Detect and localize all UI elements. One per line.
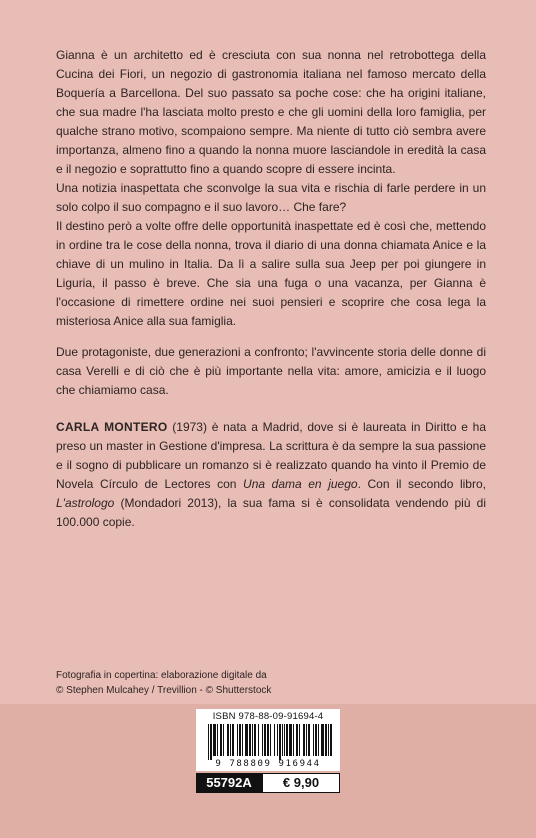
author-bio (56, 418, 486, 532)
photo-credits (56, 668, 416, 698)
bio-text-1: (1973) è nata a Madrid, dove si è laureata in Diritto e ha preso un master in Gestione d'impresa. La scrittura è da sempre la sua passione e il sogno di pubblicare un romanzo si è realizzato quando ha vinto il Premio de Novela Círculo de Lectores con (56, 420, 486, 491)
product-code: 55792A (196, 773, 262, 793)
barcode-digits: 9 788809 916944 (215, 759, 321, 769)
synopsis-paragraph-3: Il destino però a volte offre delle opportunità inaspettate ed è così che, mettendo in ordine tra le cose della nonna, trova il diario di una donna chiamata Anice e la chiave di un mulino in Italia. Da lì a salire sulla sua Jeep per poi giungere in Liguria, il passo è breve. Che sia una fuga o una vacanza, per Gianna è l'occasione di rimettere ordine nei suoi pensieri e scoprire che cosa lega la misteriosa Anice alla sua famiglia. (56, 219, 486, 328)
book-title-1: Una dama en juego (243, 477, 358, 491)
price-label: € 9,90 (262, 773, 340, 793)
bio-text-3: (Mondadori 2013), la sua fama si è consolidata vendendo più di 100.000 copie. (56, 496, 486, 529)
book-title-2: L'astrologo (56, 496, 115, 510)
author-name: CARLA MONTERO (56, 420, 168, 434)
synopsis-paragraph-2: Una notizia inaspettata che sconvolge la sua vita e rischia di farle perdere in un solo colpo il suo compagno e il suo lavoro… Che fare? (56, 181, 486, 214)
credits-line-2: © Stephen Mulcahey / Trevillion - © Shutterstock (56, 685, 272, 696)
barcode (196, 709, 340, 771)
price-box (196, 773, 340, 793)
bio-text-2: . Con il secondo libro, (357, 477, 486, 491)
synopsis-paragraph-4: Due protagoniste, due generazioni a confronto; l'avvincente storia delle donne di casa Verelli e di ciò che è più importante nella vita: amore, amicizia e il luogo che chiamiamo casa. (56, 345, 486, 397)
synopsis-paragraph-1: Gianna è un architetto ed è cresciuta con sua nonna nel retrobottega della Cucina dei Fiori, un negozio di gastronomia italiana nel famoso mercato della Boquería a Barcellona. Del suo passato sa poche cose: che ha origini italiane, che sua madre l'ha lasciata molto presto e che gli uomini della loro famiglia, per qualche strano motivo, scompaiono sempre. Ma niente di tutto ciò sembra avere importanza, almeno fino a quando la nonna muore lasciandole in eredità la casa e il negozio e soprattutto fino a quando scopre di essere incinta. (56, 48, 486, 176)
credits-line-1: Fotografia in copertina: elaborazione digitale da (56, 670, 267, 681)
synopsis (56, 46, 486, 400)
isbn-number: ISBN 978-88-09-91694-4 (212, 711, 324, 722)
barcode-bars (208, 724, 334, 760)
